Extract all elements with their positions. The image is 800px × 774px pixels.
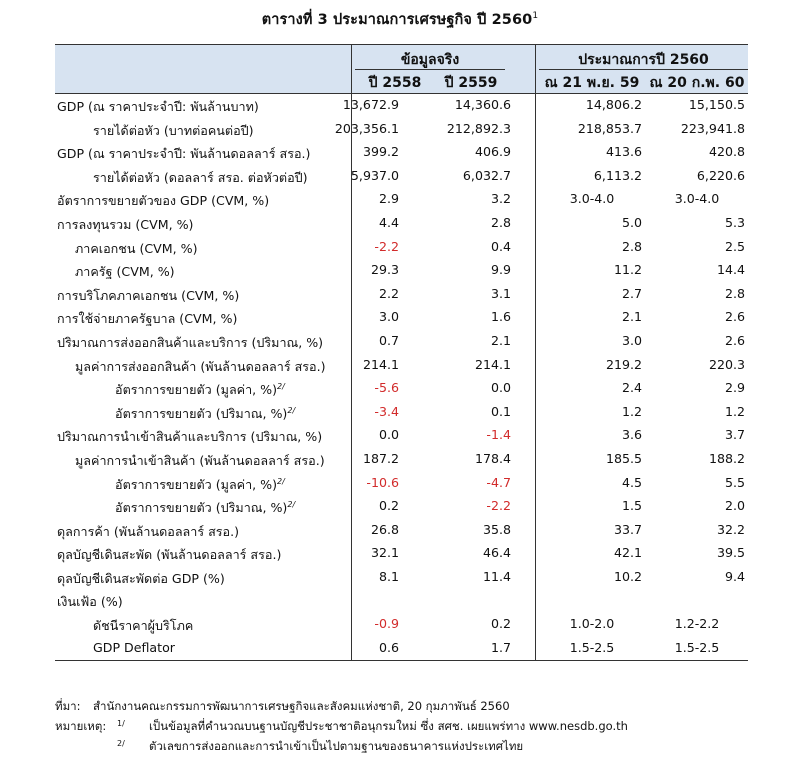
cell-value: 4.4: [378, 214, 399, 230]
table-row: [55, 542, 748, 566]
cell-value: 1.0-2.0: [569, 616, 615, 632]
row-label-text: ดุลการค้า (พันล้านดอลลาร์ สรอ.): [57, 523, 240, 539]
cell-value: 5.5: [724, 474, 745, 490]
header-group-actual: ข้อมูลจริง: [400, 52, 460, 68]
cell-value: 15,150.5: [688, 97, 745, 112]
table-row: [55, 613, 748, 637]
row-label-text: การบริโภคภาคเอกชน (CVM, %): [57, 287, 240, 303]
cell-value: -10.6: [366, 474, 399, 490]
header-group-forecast: ประมาณการปี 2560: [578, 52, 709, 68]
row-label-text: อัตราการขยายตัว (มูลค่า, %): [115, 476, 278, 492]
row-label: [57, 191, 269, 211]
cell-value: 1.5: [621, 498, 642, 514]
table-row: [55, 566, 748, 590]
cell-value: 220.3: [708, 356, 745, 372]
title-text: ตารางที่ 3 ประมาณการเศรษฐกิจ ปี 2560: [261, 12, 533, 28]
cell-value: 14,806.2: [585, 97, 642, 112]
cell-value: 6,032.7: [462, 167, 511, 183]
cell-value: 5.0: [621, 214, 642, 230]
row-label-text: ดุลบัญชีเดินสะพัดต่อ GDP (%): [57, 570, 225, 586]
row-label: [57, 144, 310, 164]
table-row: [55, 306, 748, 330]
row-label: [93, 616, 193, 636]
cell-value: 42.1: [613, 545, 642, 561]
row-label-text: GDP Deflator: [93, 639, 175, 655]
cell-value: 0.2: [490, 616, 511, 632]
row-label: [57, 427, 322, 447]
cell-value: 39.5: [716, 545, 745, 561]
table-row: [55, 519, 748, 543]
remark-note-1: [55, 716, 628, 736]
cell-value: 2.6: [724, 309, 745, 325]
table-notes: [55, 696, 628, 756]
cell-value: -1.4: [486, 427, 511, 443]
table-body: [55, 94, 748, 660]
cell-value: 212,892.3: [446, 120, 511, 136]
cell-value: 420.8: [708, 144, 745, 160]
row-label-text: อัตราการขยายตัว (ปริมาณ, %): [115, 500, 288, 516]
table-row: [55, 94, 748, 118]
cell-value: 2.1: [490, 332, 511, 348]
cell-value: 10.2: [613, 568, 642, 584]
cell-value: 14.4: [716, 262, 745, 278]
cell-value: 406.9: [474, 144, 511, 160]
table-row: [55, 283, 748, 307]
table-row: [55, 165, 748, 189]
table-title: [0, 8, 800, 31]
cell-value: 1.2: [621, 403, 642, 419]
cell-value: 9.4: [724, 568, 745, 584]
note1-text: เป็นข้อมูลที่คำนวณบนฐานบัญชีประชาชาติอนุกรมใหม่ ซึ่ง สศช. เผยแพร่ทาง www.nesdb.go.th: [149, 719, 628, 733]
cell-value: 2.9: [378, 191, 399, 207]
cell-value: 6,220.6: [696, 167, 745, 183]
cell-value: 2.2: [378, 285, 399, 301]
table-bottom-rule: [55, 660, 748, 661]
row-label-text: ภาครัฐ (CVM, %): [75, 264, 175, 280]
cell-value: 3.0: [621, 332, 642, 348]
cell-value: 413.6: [605, 144, 642, 160]
cell-value: 3.2: [490, 191, 511, 207]
row-label-text: อัตราการขยายตัว (ปริมาณ, %): [115, 405, 288, 421]
table-header: [55, 44, 748, 94]
cell-value: 214.1: [362, 356, 399, 372]
cell-value: 2.8: [490, 214, 511, 230]
row-label: [115, 404, 295, 424]
cell-value: 3.0: [378, 309, 399, 325]
header-col-2558: ปี 2558: [368, 75, 422, 91]
header-col-feb60: ณ 20 ก.พ. 60: [649, 75, 745, 91]
cell-value: 2.8: [724, 285, 745, 301]
row-label: [57, 569, 225, 589]
cell-value: 0.2: [378, 498, 399, 514]
table-row: [55, 424, 748, 448]
row-label: [57, 333, 323, 353]
cell-value: 2.7: [621, 285, 642, 301]
cell-value: 35.8: [482, 521, 511, 537]
cell-value: 0.1: [490, 403, 511, 419]
cell-value: 1.6: [490, 309, 511, 325]
row-label-text: รายได้ต่อหัว (บาทต่อคนต่อปี): [93, 122, 254, 138]
table-row: [55, 637, 748, 661]
economic-forecast-table: [55, 44, 748, 661]
cell-value: 11.2: [613, 262, 642, 278]
table-row: [55, 401, 748, 425]
row-label-text: รายได้ต่อหัว (ดอลลาร์ สรอ. ต่อหัวต่อปี): [93, 169, 308, 185]
table-row: [55, 259, 748, 283]
row-label: [75, 357, 326, 377]
row-label-text: อัตราการขยายตัวของ GDP (CVM, %): [57, 193, 270, 209]
cell-value: 0.7: [378, 332, 399, 348]
remark-label: หมายเหตุ:: [55, 719, 107, 733]
cell-value: 3.0-4.0: [674, 191, 720, 207]
row-label-text: การใช้จ่ายภาครัฐบาล (CVM, %): [57, 311, 238, 327]
row-label-text: เงินเฟ้อ (%): [57, 594, 123, 610]
cell-value: -2.2: [374, 238, 399, 254]
note1-mark: 1/: [117, 719, 125, 728]
source-text: สำนักงานคณะกรรมการพัฒนาการเศรษฐกิจและสังคมแห่งชาติ, 20 กุมภาพันธ์ 2560: [93, 699, 510, 713]
cell-value: 0.4: [490, 238, 511, 254]
note2-text: ตัวเลขการส่งออกและการนำเข้าเป็นไปตามฐานของธนาคารแห่งประเทศไทย: [149, 739, 524, 753]
row-label: [115, 475, 285, 495]
row-label: [57, 522, 239, 542]
row-label-text: ดัชนีราคาผู้บริโภค: [93, 618, 194, 634]
header-group-underline: [355, 69, 505, 70]
cell-value: 203,356.1: [334, 120, 399, 136]
row-label: [57, 592, 123, 612]
source-note: [55, 696, 510, 716]
cell-value: 185.5: [605, 450, 642, 466]
row-label: [75, 262, 175, 282]
row-label-text: ภาคเอกชน (CVM, %): [75, 240, 198, 256]
cell-value: 3.0-4.0: [569, 191, 615, 207]
row-label-text: มูลค่าการส่งออกสินค้า (พันล้านดอลลาร์ สรอ.): [75, 358, 326, 374]
row-label-text: GDP (ณ ราคาประจำปี: พันล้านบาท): [57, 99, 259, 114]
cell-value: 2.5: [724, 238, 745, 254]
cell-value: 9.9: [490, 262, 511, 278]
cell-value: 1.2-2.2: [674, 616, 720, 632]
cell-value: 1.7: [490, 639, 511, 655]
cell-value: 2.6: [724, 332, 745, 348]
table-row: [55, 589, 748, 613]
table-row: [55, 354, 748, 378]
cell-value: 3.7: [724, 427, 745, 443]
row-footnote-mark: 2/: [287, 405, 296, 415]
table-row: [55, 212, 748, 236]
cell-value: 223,941.8: [680, 120, 745, 136]
row-label: [93, 640, 175, 655]
cell-value: 187.2: [362, 450, 399, 466]
header-col-nov59: ณ 21 พ.ย. 59: [544, 75, 640, 91]
cell-value: 29.3: [370, 262, 399, 278]
cell-value: 178.4: [474, 450, 511, 466]
row-label: [57, 97, 259, 117]
cell-value: 8.1: [378, 568, 399, 584]
header-group-underline: [539, 69, 748, 70]
cell-value: 2.0: [724, 498, 745, 514]
cell-value: 32.1: [370, 545, 399, 561]
row-label-text: GDP (ณ ราคาประจำปี: พันล้านดอลลาร์ สรอ.): [57, 146, 311, 162]
table-row: [55, 118, 748, 142]
cell-value: 0.0: [378, 427, 399, 443]
cell-value: 46.4: [482, 545, 511, 561]
column-separator: [535, 45, 536, 93]
cell-value: 1.2: [724, 403, 745, 419]
row-label-text: ดุลบัญชีเดินสะพัด (พันล้านดอลลาร์ สรอ.): [57, 547, 282, 563]
cell-value: 14,360.6: [454, 97, 511, 112]
cell-value: -2.2: [486, 498, 511, 514]
cell-value: 33.7: [613, 521, 642, 537]
cell-value: 0.0: [490, 380, 511, 396]
cell-value: 4.5: [621, 474, 642, 490]
cell-value: 214.1: [474, 356, 511, 372]
cell-value: 188.2: [708, 450, 745, 466]
cell-value: 218,853.7: [577, 120, 642, 136]
table-row: [55, 330, 748, 354]
cell-value: -5.6: [374, 380, 399, 396]
row-footnote-mark: 2/: [277, 476, 285, 486]
cell-value: 219.2: [605, 356, 642, 372]
row-label-text: อัตราการขยายตัว (มูลค่า, %): [115, 382, 278, 398]
row-label: [57, 286, 239, 306]
cell-value: 6,113.2: [593, 167, 642, 183]
cell-value: 32.2: [716, 521, 745, 537]
row-label-text: ปริมาณการนำเข้าสินค้าและบริการ (ปริมาณ, %): [57, 429, 323, 445]
cell-value: 0.6: [378, 639, 399, 655]
row-label: [57, 545, 281, 565]
cell-value: 2.8: [621, 238, 642, 254]
row-label-text: มูลค่าการนำเข้าสินค้า (พันล้านดอลลาร์ สรอ.): [75, 452, 325, 468]
table-row: [55, 495, 748, 519]
cell-value: 3.6: [621, 427, 642, 443]
cell-value: 399.2: [362, 144, 399, 160]
cell-value: 13,672.9: [342, 97, 399, 112]
row-label: [75, 239, 198, 259]
cell-value: 2.1: [621, 309, 642, 325]
row-label: [57, 215, 193, 235]
row-label-text: การลงทุนรวม (CVM, %): [57, 216, 194, 232]
row-label: [57, 309, 237, 329]
row-label: [75, 451, 325, 471]
note2-mark: 2/: [117, 739, 125, 748]
table-row: [55, 377, 748, 401]
cell-value: -4.7: [486, 474, 511, 490]
table-row: [55, 188, 748, 212]
cell-value: 3.1: [490, 285, 511, 301]
remark-note-2: [55, 736, 524, 756]
row-label-text: ปริมาณการส่งออกสินค้าและบริการ (ปริมาณ, %): [57, 334, 324, 350]
table-row: [55, 472, 748, 496]
row-footnote-mark: 2/: [277, 381, 285, 391]
row-footnote-mark: 2/: [287, 499, 296, 509]
row-label: [115, 498, 295, 518]
cell-value: 2.9: [724, 380, 745, 396]
cell-value: 11.4: [482, 568, 511, 584]
cell-value: 1.5-2.5: [674, 639, 720, 655]
table-row: [55, 448, 748, 472]
title-footnote-mark: 1: [532, 11, 539, 22]
table-row: [55, 236, 748, 260]
cell-value: 5,937.0: [350, 167, 399, 183]
cell-value: 2.4: [621, 380, 642, 396]
cell-value: -0.9: [374, 616, 399, 632]
cell-value: 5.3: [724, 214, 745, 230]
cell-value: 26.8: [370, 521, 399, 537]
cell-value: -3.4: [374, 403, 399, 419]
table-row: [55, 141, 748, 165]
row-label: [93, 121, 254, 141]
cell-value: 1.5-2.5: [569, 639, 615, 655]
row-label: [93, 168, 308, 188]
header-col-2559: ปี 2559: [444, 75, 498, 91]
column-separator: [351, 45, 352, 93]
source-label: ที่มา:: [55, 699, 81, 713]
row-label: [115, 380, 285, 400]
